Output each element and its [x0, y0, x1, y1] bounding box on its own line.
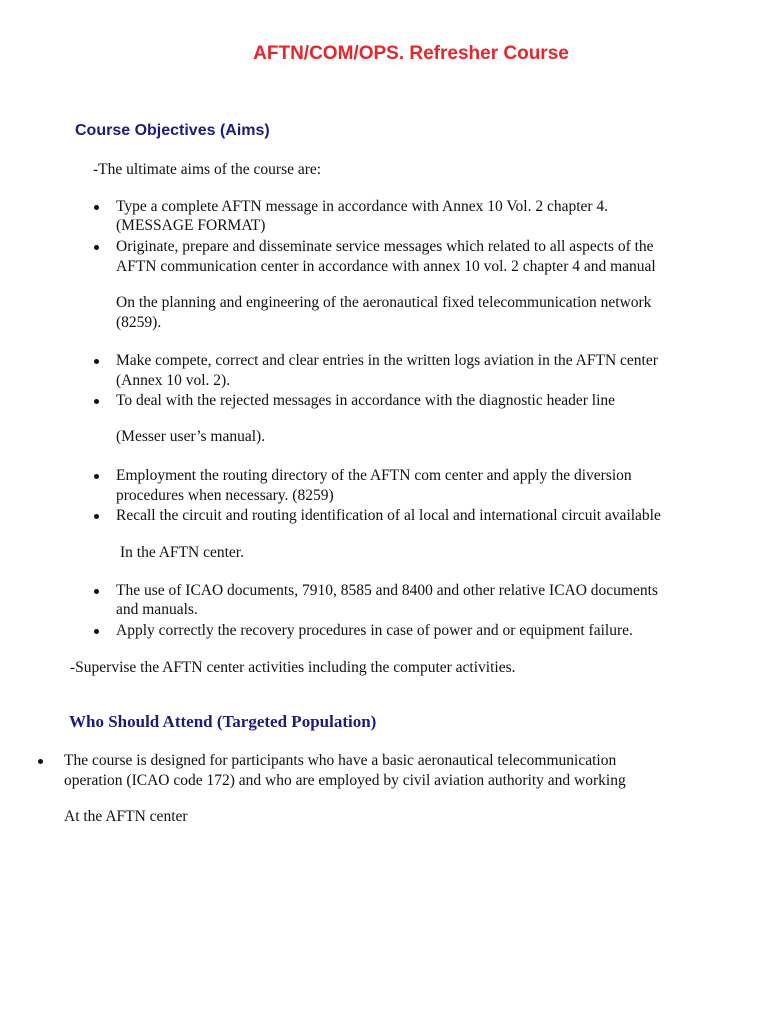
audience-continuation: At the AFTN center	[64, 808, 188, 825]
objective-2-continuation-1: On the planning and engineering of the aeronautical fixed telecommunication network	[116, 294, 652, 311]
objective-5-line-1: Employment the routing directory of the AFTN com center and apply the diversion	[116, 467, 632, 484]
objective-7-line-2: and manuals.	[116, 601, 198, 618]
objective-8-line-1: Apply correctly the recovery procedures in case of power and or equipment failure.	[116, 622, 633, 639]
objective-2-line-1: Originate, prepare and disseminate service messages which related to all aspects of the	[116, 238, 654, 255]
objective-6-line-1: Recall the circuit and routing identification of al local and international circuit available	[116, 507, 661, 524]
bullet-marker	[94, 245, 99, 250]
audience-line-1: The course is designed for participants who have a basic aeronautical telecommunication	[64, 752, 617, 769]
bullet-marker	[94, 514, 99, 519]
bullet-marker	[94, 359, 99, 364]
objective-5-line-2: procedures when necessary. (8259)	[116, 487, 334, 504]
objective-1-line-2: (MESSAGE FORMAT)	[116, 217, 266, 234]
objectives-intro: -The ultimate aims of the course are:	[93, 161, 322, 178]
bullet-marker	[94, 474, 99, 479]
objective-1-line-1: Type a complete AFTN message in accordance with Annex 10 Vol. 2 chapter 4.	[116, 198, 609, 215]
objective-7-line-1: The use of ICAO documents, 7910, 8585 and 8400 and other relative ICAO documents	[116, 582, 658, 599]
section-heading-audience: Who Should Attend (Targeted Population)	[69, 712, 377, 731]
objective-4-continuation: (Messer user’s manual).	[116, 428, 266, 445]
page-title: AFTN/COM/OPS. Refresher Course	[253, 43, 569, 64]
objective-3-line-2: (Annex 10 vol. 2).	[116, 372, 231, 389]
bullet-marker	[94, 205, 99, 210]
bullet-marker	[94, 589, 99, 594]
objective-2-line-2: AFTN communication center in accordance with annex 10 vol. 2 chapter 4 and manual	[116, 258, 656, 275]
section-heading-objectives: Course Objectives (Aims)	[75, 122, 270, 139]
objective-4-line-1: To deal with the rejected messages in accordance with the diagnostic header line	[116, 392, 616, 409]
audience-line-2: operation (ICAO code 172) and who are employed by civil aviation authority and working	[64, 772, 626, 789]
bullet-marker	[94, 629, 99, 634]
objective-2-continuation-2: (8259).	[116, 314, 162, 331]
objective-6-continuation: In the AFTN center.	[120, 544, 244, 561]
objectives-closing: -Supervise the AFTN center activities including the computer activities.	[70, 659, 516, 676]
bullet-marker	[38, 759, 43, 764]
bullet-marker	[94, 399, 99, 404]
objective-3-line-1: Make compete, correct and clear entries in the written logs aviation in the AFTN center	[116, 352, 658, 369]
